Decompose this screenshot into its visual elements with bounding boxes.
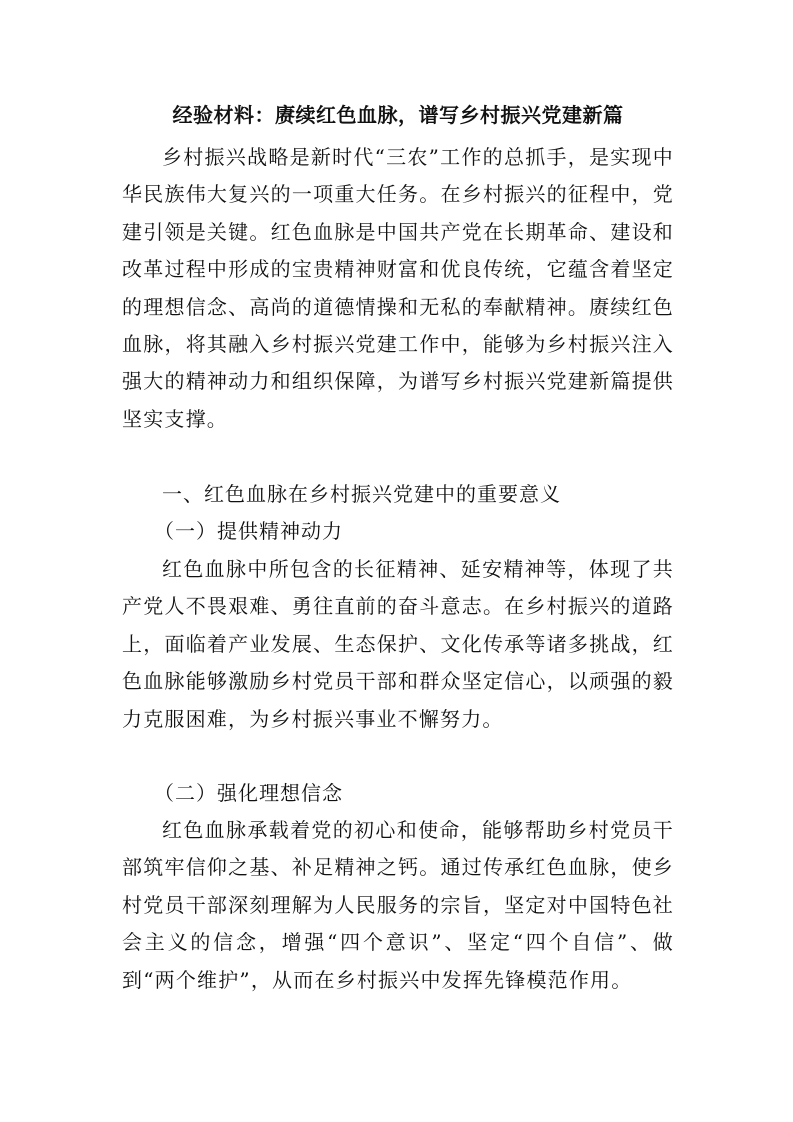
subsection-2-paragraph: 红色血脉承载着党的初心和使命，能够帮助乡村党员干部筑牢信仰之基、补足精神之钙。通过传承红色血脉，使乡村党员干部深刻理解为人民服务的宗旨，坚定对中国特色社会主义的信念，增强“四个意识”、坚定“四个自信”、做到“两个维护”，从而在乡村振兴中发挥先锋模范作用。	[122, 818, 674, 992]
subsection-1-heading: （一）提供精神动力	[154, 519, 343, 543]
intro-paragraph: 乡村振兴战略是新时代“三农”工作的总抓手，是实现中华民族伟大复兴的一项重大任务。在乡村振兴的征程中，党建引领是关键。红色血脉是中国共产党在长期革命、建设和改革过程中形成的宝贵精神财富和优良传统，它蕴含着坚定的理想信念、高尚的道德情操和无私的奉献精神。赓续红色血脉，将其融入乡村振兴党建工作中，能够为乡村振兴注入强大的精神动力和组织保障，为谱写乡村振兴党建新篇提供坚实支撑。	[122, 145, 674, 431]
subsection-1-paragraph: 红色血脉中所包含的长征精神、延安精神等，体现了共产党人不畏艰难、勇往直前的奋斗意志。在乡村振兴的道路上，面临着产业发展、生态保护、文化传承等诸多挑战，红色血脉能够激励乡村党员干部和群众坚定信心，以顽强的毅力克服困难，为乡村振兴事业不懈努力。	[122, 557, 674, 731]
document-title: 经验材料：赓续红色血脉，谱写乡村振兴党建新篇	[172, 103, 624, 127]
subsection-2-heading: （二）强化理想信念	[154, 781, 343, 805]
section-1-heading: 一、红色血脉在乡村振兴党建中的重要意义	[162, 482, 561, 506]
